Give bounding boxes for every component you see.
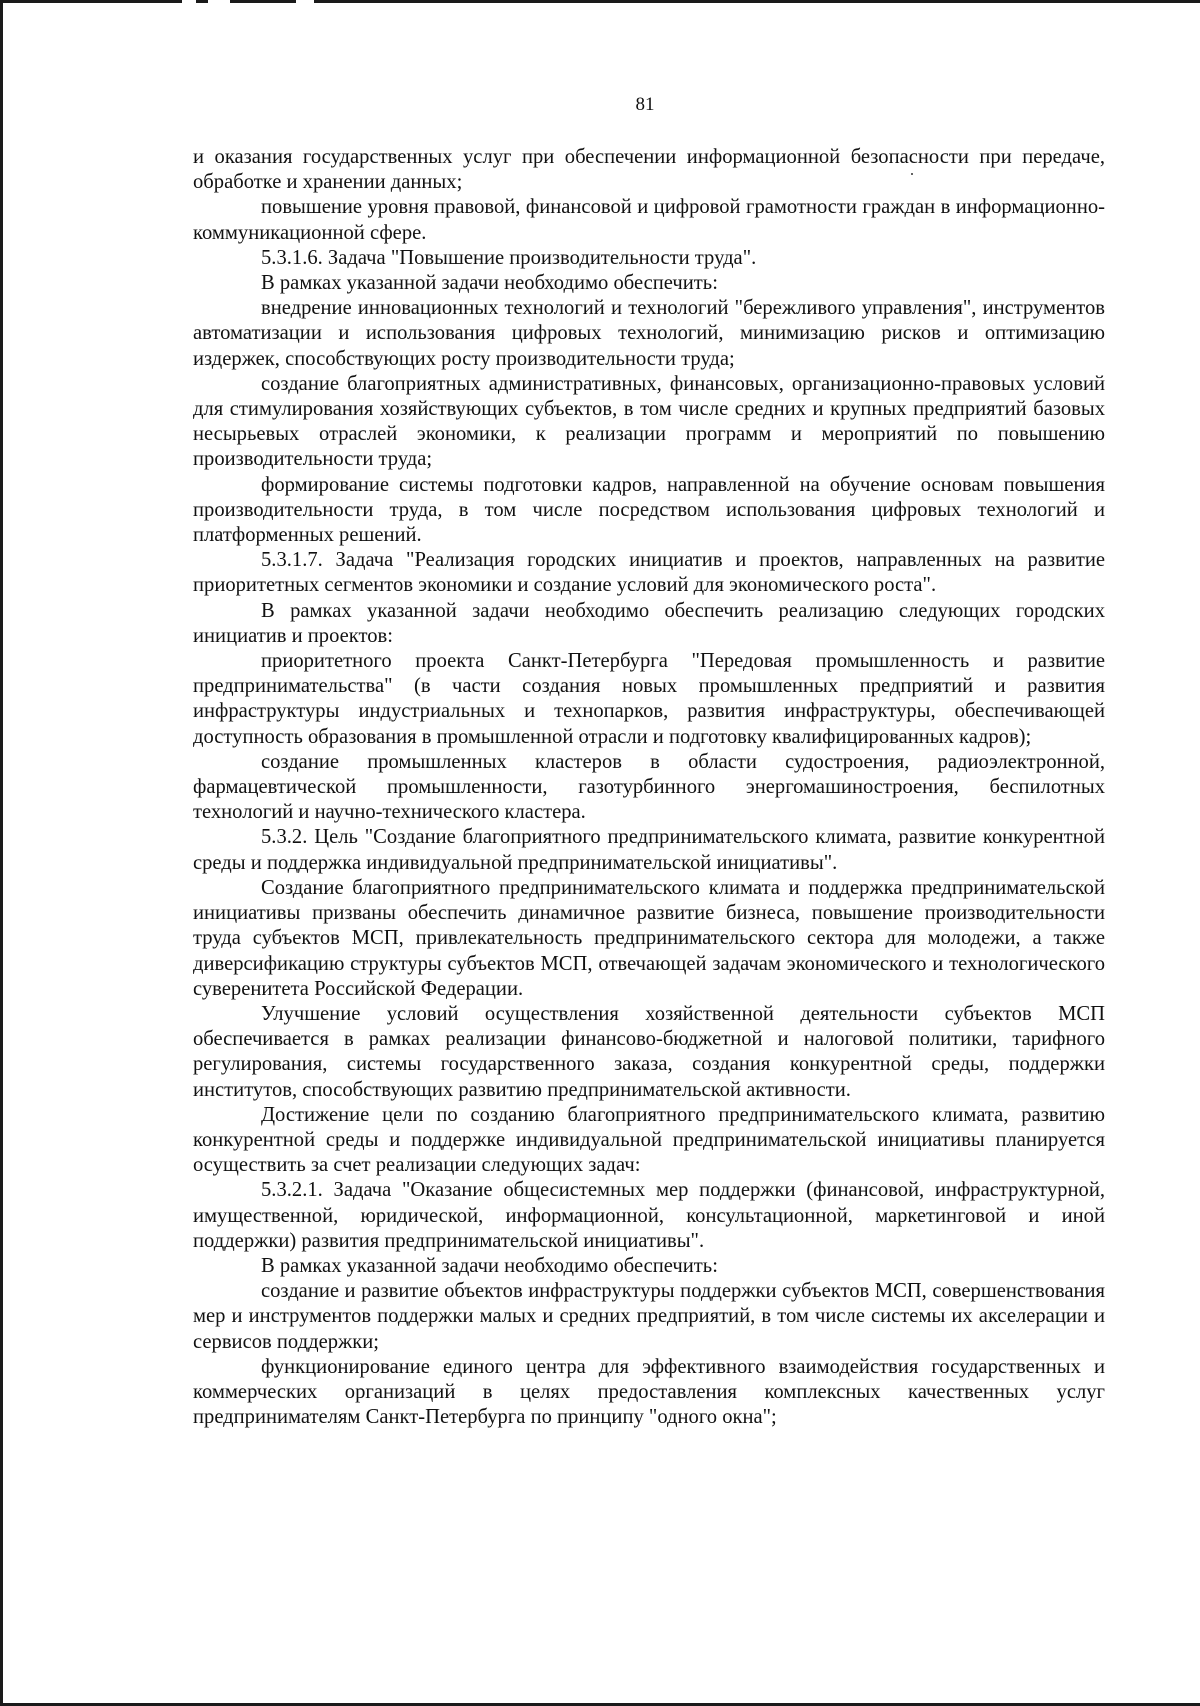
page-number: 81 xyxy=(635,94,655,115)
paragraph-continuation: и оказания государственных услуг при обеспечении информационной безопасности при передаче, обработке и хранении данных; xyxy=(193,146,1105,194)
paragraph: формирование системы подготовки кадров, направленной на обучение основам повышения производительности труда, в том числе посредством использования цифровых технологий и платформенных решений. xyxy=(193,473,1105,547)
paragraph: Достижение цели по созданию благоприятного предпринимательского климата, развитию конкурентной среды и поддержке индивидуальной предпринимательской инициативы планируется осуществить за счет реализации следующих задач: xyxy=(193,1103,1105,1177)
paragraph: приоритетного проекта Санкт-Петербурга "Передовая промышленность и развитие предпринимательства" (в части создания новых промышленных предприятий и развития инфраструктуры индустриальных и технопарков, развития инфраструктуры, обеспечивающей доступность образования в промышленной отрасли и подготовку квалифицированных кадров); xyxy=(193,650,1105,748)
scan-edge-gap xyxy=(182,0,196,3)
paragraph: внедрение инновационных технологий и технологий "бережливого управления", инструментов автоматизации и использования цифровых технологий, минимизацию рисков и оптимизацию издержек, способствующих росту производительности труда; xyxy=(193,297,1105,370)
paragraph: Создание благоприятного предпринимательского климата и поддержка предпринимательской инициативы призваны обеспечить динамичное развитие бизнеса, повышение производительности труда субъектов МСП, привлекательность предпринимательского сектора для молодежи, а также диверсификацию структуры субъектов МСП, отвечающей задачам экономического и технологического суверенитета Российской Федерации. xyxy=(193,876,1105,1000)
paragraph: создание промышленных кластеров в области судостроения, радиоэлектронной, фармацевтической промышленности, газотурбинного энергомашиностроения, беспилотных технологий и научно-технического кластера. xyxy=(193,750,1105,824)
scan-edge-gap xyxy=(208,0,230,3)
paragraph: В рамках указанной задачи необходимо обеспечить реализацию следующих городских инициатив и проектов: xyxy=(193,599,1105,647)
paragraph: В рамках указанной задачи необходимо обеспечить: xyxy=(261,1254,718,1277)
paragraph: создание благоприятных административных, финансовых, организационно-правовых условий для стимулирования хозяйствующих субъектов, в том числе средних и крупных предприятий базовых несырьевых отраслей экономики, к реализации программ и мероприятий по повышению производительности труда; xyxy=(193,372,1105,471)
goal-heading-5-3-2: 5.3.2. Цель "Создание благоприятного предпринимательского климата, развитие конкурентной среды и поддержка индивидуальной предпринимательской инициативы". xyxy=(193,826,1105,874)
paragraph: повышение уровня правовой, финансовой и цифровой грамотности граждан в информационно-коммуникационной сфере. xyxy=(193,196,1105,244)
scan-edge-top xyxy=(0,0,1200,3)
task-heading-5-3-1-7: 5.3.1.7. Задача "Реализация городских инициатив и проектов, направленных на развитие приоритетных сегментов экономики и создание условий для экономического роста". xyxy=(193,549,1105,597)
paragraph: В рамках указанной задачи необходимо обеспечить: xyxy=(261,272,718,295)
task-heading-5-3-1-6: 5.3.1.6. Задача "Повышение производительности труда". xyxy=(261,246,757,269)
paragraph: создание и развитие объектов инфраструктуры поддержки субъектов МСП, совершенствования мер и инструментов поддержки малых и средних предприятий, в том числе системы их акселерации и сервисов поддержки; xyxy=(193,1280,1105,1353)
scan-edge-gap xyxy=(296,0,314,3)
document-body xyxy=(193,145,1105,1430)
paragraph: функционирование единого центра для эффективного взаимодействия государственных и коммерческих организаций в целях предоставления комплексных качественных услуг предпринимателям Санкт-Петербурга по принципу "одного окна"; xyxy=(193,1355,1105,1429)
scan-edge-left xyxy=(0,0,3,1706)
paragraph: Улучшение условий осуществления хозяйственной деятельности субъектов МСП обеспечивается в рамках реализации финансово-бюджетной и налоговой политики, тарифного регулирования, системы государственного заказа, создания конкурентной среды, поддержки институтов, способствующих развитию предпринимательской активности. xyxy=(193,1002,1105,1101)
task-heading-5-3-2-1: 5.3.2.1. Задача "Оказание общесистемных мер поддержки (финансовой, инфраструктурной, имущественной, юридической, информационной, консультационной, маркетинговой и иной поддержки) развития предпринимательской инициативы". xyxy=(193,1179,1105,1252)
